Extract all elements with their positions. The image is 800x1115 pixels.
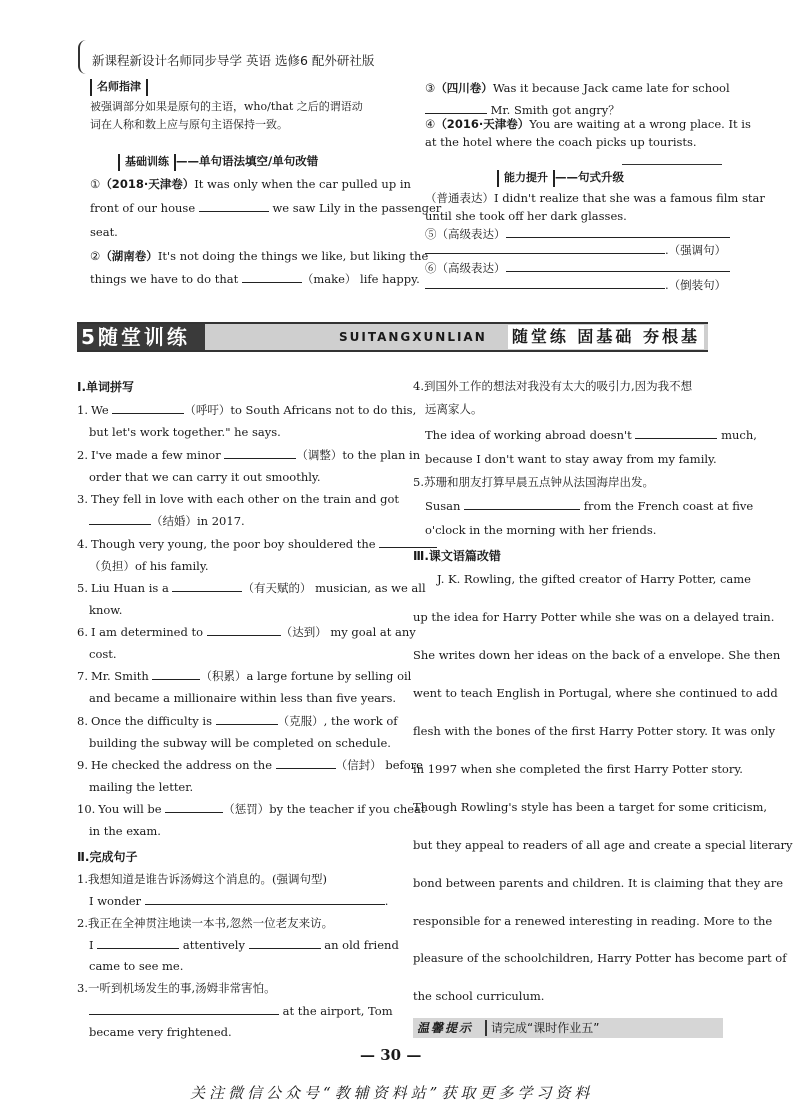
- word-blank[interactable]: [172, 580, 242, 592]
- q1-text-b: front of our house: [90, 201, 196, 215]
- passage-line: but they appeal to readers of all age and create a special literary: [413, 838, 793, 852]
- q2-text-a: It's not doing the things we like, but liking the: [157, 249, 429, 263]
- q4-source: （2016·天津卷）: [435, 117, 530, 131]
- word-item-number: 6.: [77, 625, 88, 639]
- s2-q2-chinese: 我正在全神贯注地读一本书,忽然一位老友来访。: [87, 916, 334, 930]
- word-item-number: 3.: [77, 492, 88, 506]
- s2-q4-cn2: 远离家人。: [425, 402, 483, 416]
- basic-training-tag: 基础训练: [118, 154, 176, 171]
- s2-q4-en2: because I don't want to stay away from my family.: [425, 452, 717, 466]
- q4-number: ④: [425, 117, 436, 131]
- passage-line: responsible for a renewed interesting in reading. More to the: [413, 914, 773, 928]
- q2-text-c: （make） life happy.: [301, 272, 420, 286]
- banner-title: 5随堂训练: [77, 324, 205, 350]
- word-item-3: [77, 491, 399, 508]
- s2-q4-num: 4.: [413, 379, 424, 393]
- s2-q1-en: [89, 893, 388, 910]
- word-item-number: 4.: [77, 537, 88, 551]
- banner-slogan: 随堂练 固基础 夯根基: [508, 325, 704, 349]
- s2-q1-cn: [77, 871, 327, 888]
- q2-text-b: things we have to do that: [90, 272, 239, 286]
- basic-q4: [425, 116, 751, 133]
- word-item-text-b: （达到） my goal at any: [280, 625, 416, 639]
- ability-original-2: until she took off her dark glasses.: [425, 209, 627, 223]
- s2-q5-text-b: from the French coast at five: [583, 499, 754, 513]
- header-bracket: [78, 40, 86, 74]
- word-item-cont: but let's work together." he says.: [89, 425, 281, 439]
- s2-q2-cn: [77, 915, 333, 932]
- word-item-number: 1.: [77, 403, 88, 417]
- ability-original-1: （普通表达）I didn't realize that she was a famous film star: [425, 191, 765, 205]
- word-item-9: [77, 757, 423, 774]
- s2-q3-text-a: at the airport, Tom: [282, 1004, 393, 1018]
- word-item-2: [77, 447, 420, 464]
- s2-q5-blank[interactable]: [464, 498, 580, 510]
- q3-text-a: Was it because Jack came late for school: [492, 81, 730, 95]
- word-item-text-b: （克服）, the work of: [277, 714, 398, 728]
- word-item-number: 9.: [77, 758, 88, 772]
- word-item-text-b: （惩罚）by the teacher if you cheat: [223, 802, 426, 816]
- s2-q5-num: 5.: [413, 475, 424, 489]
- section3-heading: Ⅲ.课文语篇改错: [413, 549, 501, 563]
- s2-q4-text-a: The idea of working abroad doesn't: [425, 428, 632, 442]
- word-item-cont: and became a millionaire within less than five years.: [89, 691, 397, 705]
- word-item-cont: [89, 558, 208, 575]
- s2-q5-en2: o'clock in the morning with her friends.: [425, 523, 657, 537]
- q6-blank-2[interactable]: [425, 277, 665, 289]
- tips-box: [90, 78, 390, 134]
- passage-line: the school curriculum.: [413, 989, 545, 1003]
- q6-label: （高级表达）: [436, 261, 506, 275]
- q1-blank[interactable]: [199, 200, 269, 212]
- word-item-text-a: Liu Huan is a: [90, 581, 169, 595]
- q2-number: ②: [90, 249, 101, 263]
- word-item-cont: mailing the letter.: [89, 780, 194, 794]
- q1-number: ①: [90, 177, 101, 191]
- word-item-number: 7.: [77, 669, 88, 683]
- basic-training-title: ——单句语法填空/单句改错: [176, 154, 319, 168]
- s2-q4-chinese-1: 到国外工作的想法对我没有太大的吸引力,因为我不想: [423, 379, 693, 393]
- word-item-cont: know.: [89, 603, 123, 617]
- s2-q1-chinese: 我想知道是谁告诉汤姆这个消息的。(强调句型): [87, 872, 327, 886]
- s2-q5-cn: [413, 474, 654, 491]
- basic-training-heading: [118, 153, 318, 171]
- word-item-text-a: They fell in love with each other on the train and got: [90, 492, 400, 506]
- q3-source: （四川卷）: [435, 81, 493, 95]
- word-item-text-b: （调整）to the plan in: [296, 448, 421, 462]
- s2-q4-en: [425, 427, 757, 444]
- banner-pinyin: SUITANGXUNLIAN: [339, 330, 487, 344]
- passage-line: J. K. Rowling, the gifted creator of Harry Potter, came: [437, 572, 751, 586]
- word-item-text-a: He checked the address on the: [90, 758, 273, 772]
- s2-q2-text-a: I: [89, 938, 94, 952]
- s2-q4-cn: [413, 378, 692, 395]
- word-item-text-a: You will be: [98, 802, 162, 816]
- basic-q2: [90, 248, 428, 265]
- q1-text-c: we saw Lily in the passenger: [272, 201, 442, 215]
- passage-line: went to teach English in Portugal, where she continued to add: [413, 686, 778, 700]
- word-item-cont: building the subway will be completed on schedule.: [89, 736, 391, 750]
- word-item-7: [77, 668, 411, 685]
- reminder-text: 请完成“课时作业五”: [491, 1021, 600, 1035]
- basic-q1: [90, 176, 411, 193]
- word-item-cont: in the exam.: [89, 824, 161, 838]
- s2-q1-blank[interactable]: [145, 893, 385, 905]
- word-item-1: [77, 402, 416, 419]
- q4-text-a: You are waiting at a wrong place. It is: [529, 117, 751, 131]
- tips-line-2: 词在人称和数上应与原句主语保持一致。: [90, 118, 288, 131]
- s2-q5-en: [425, 498, 753, 515]
- basic-q3: [425, 80, 730, 97]
- reminder-divider: [485, 1020, 487, 1036]
- word-item-5: [77, 580, 426, 597]
- ability-heading: [497, 169, 624, 187]
- word-blank[interactable]: [276, 757, 336, 769]
- s2-q3-chinese: 一听到机场发生的事,汤姆非常害怕。: [87, 981, 276, 995]
- word-blank[interactable]: [89, 513, 151, 525]
- s2-q3-en: [89, 1003, 393, 1020]
- reminder-label: 温馨提示: [417, 1021, 474, 1035]
- section2-heading: Ⅱ.完成句子: [77, 850, 138, 864]
- page-number: — 30 —: [360, 1046, 422, 1064]
- s2-q2-blank-2[interactable]: [249, 937, 321, 949]
- s2-q1-text: I wonder: [89, 894, 142, 908]
- basic-q1-cont: [90, 200, 441, 217]
- q1-text-a: It was only when the car pulled up in: [194, 177, 411, 191]
- word-item-8: [77, 713, 398, 730]
- s2-q4-text-b: much,: [721, 428, 757, 442]
- ability-q6-cont: [425, 277, 726, 294]
- word-item-text-b: （负担）of his family.: [89, 559, 209, 573]
- q5-end: .（强调句）: [665, 243, 727, 257]
- word-item-cont: [89, 513, 245, 530]
- s2-q1-end: .: [384, 894, 389, 908]
- word-blank[interactable]: [152, 668, 200, 680]
- word-blank[interactable]: [112, 402, 184, 414]
- word-item-10: [77, 801, 426, 818]
- q6-blank-1[interactable]: [506, 260, 730, 272]
- word-blank[interactable]: [216, 713, 278, 725]
- ability-q6: [425, 260, 730, 277]
- word-item-text-a: We: [90, 403, 109, 417]
- s2-q2-end: came to see me.: [89, 959, 184, 973]
- s2-q5-text-a: Susan: [425, 499, 461, 513]
- ability-tag: 能力提升: [497, 170, 555, 187]
- basic-q1-end: seat.: [90, 225, 118, 239]
- s2-q1-num: 1.: [77, 872, 88, 886]
- ability-q5-cont: [425, 242, 726, 259]
- section1-heading: Ⅰ.单词拼写: [77, 380, 135, 394]
- word-item-text-b: （积累）a large fortune by selling oil: [200, 669, 412, 683]
- word-item-text-a: I am determined to: [90, 625, 204, 639]
- word-blank[interactable]: [224, 447, 296, 459]
- basic-q4-cont: at the hotel where the coach picks up tourists.: [425, 135, 697, 149]
- s2-q2-en: [89, 937, 399, 954]
- word-item-number: 2.: [77, 448, 88, 462]
- q5-number: ⑤: [425, 227, 437, 241]
- word-item-text-b: （有天赋的） musician, as we all: [242, 581, 426, 595]
- tips-line-1: 被强调部分如果是原句的主语，who/that 之后的谓语动: [90, 99, 363, 113]
- ability-q5: [425, 226, 730, 243]
- word-item-text-a: Once the difficulty is: [90, 714, 212, 728]
- passage-line: bond between parents and children. It is claiming that they are: [413, 876, 784, 890]
- s2-q2-blank-1[interactable]: [97, 937, 179, 949]
- passage-line: in 1997 when she completed the first Harry Potter story.: [413, 762, 743, 776]
- s2-q3-blank[interactable]: [89, 1003, 279, 1015]
- passage-line: up the idea for Harry Potter while she was on a delayed train.: [413, 610, 775, 624]
- book-title: 新课程新设计名师同步导学 英语 选修6 配外研社版: [92, 53, 375, 68]
- q2-blank[interactable]: [242, 271, 302, 283]
- s2-q2-text-b: attentively: [182, 938, 245, 952]
- tips-label: 名师指津: [90, 79, 148, 96]
- q5-label: （高级表达）: [436, 227, 506, 241]
- word-item-text-a: Mr. Smith: [90, 669, 149, 683]
- q3-number: ③: [425, 81, 436, 95]
- s2-q3-cn: [77, 980, 276, 997]
- q3-blank[interactable]: [425, 102, 487, 114]
- s2-q2-num: 2.: [77, 916, 88, 930]
- passage-line: flesh with the bones of the first Harry Potter story. It was only: [413, 724, 776, 738]
- word-blank[interactable]: [165, 801, 223, 813]
- s2-q5-chinese: 苏珊和朋友打算早晨五点钟从法国海岸出发。: [423, 475, 654, 489]
- s2-q2-text-c: an old friend: [324, 938, 399, 952]
- footer-note: 关注微信公众号“教辅资料站”获取更多学习资料: [190, 1084, 594, 1102]
- word-item-number: 10.: [77, 802, 96, 816]
- passage-line: Though Rowling's style has been a target for some criticism,: [413, 800, 768, 814]
- word-item-text-a: Though very young, the poor boy shouldered the: [90, 537, 376, 551]
- word-blank[interactable]: [207, 624, 281, 636]
- ability-title: ——句式升级: [555, 170, 624, 184]
- word-item-cont: order that we can carry it out smoothly.: [89, 470, 321, 484]
- passage-line: She writes down her ideas on the back of a envelope. She then: [413, 648, 781, 662]
- word-item-text-b: （信封） before: [335, 758, 423, 772]
- q6-number: ⑥: [425, 261, 437, 275]
- s2-q3-end: became very frightened.: [89, 1025, 232, 1039]
- q3-text-b: Mr. Smith got angry？: [490, 103, 620, 117]
- word-item-number: 5.: [77, 581, 88, 595]
- reminder-bar: [413, 1018, 723, 1038]
- divider-line: [622, 164, 722, 165]
- word-item-number: 8.: [77, 714, 88, 728]
- q2-source: （湖南卷）: [100, 249, 158, 263]
- q5-blank-2[interactable]: [425, 242, 665, 254]
- word-item-text-b: （结婚）in 2017.: [151, 514, 245, 528]
- q1-source: （2018·天津卷）: [100, 177, 195, 191]
- basic-q2-cont: [90, 271, 420, 288]
- word-item-cont: cost.: [89, 647, 117, 661]
- word-item-4: [77, 536, 437, 553]
- q6-end: .（倒装句）: [665, 278, 727, 292]
- s2-q4-blank[interactable]: [635, 427, 717, 439]
- passage-line: pleasure of the schoolchildren, Harry Potter has become part of: [413, 951, 787, 965]
- s2-q3-num: 3.: [77, 981, 88, 995]
- word-item-6: [77, 624, 416, 641]
- word-item-text-b: （呼吁）to South Africans not to do this,: [184, 403, 417, 417]
- q5-blank-1[interactable]: [506, 226, 730, 238]
- section-banner: [77, 322, 708, 352]
- word-item-text-a: I've made a few minor: [90, 448, 221, 462]
